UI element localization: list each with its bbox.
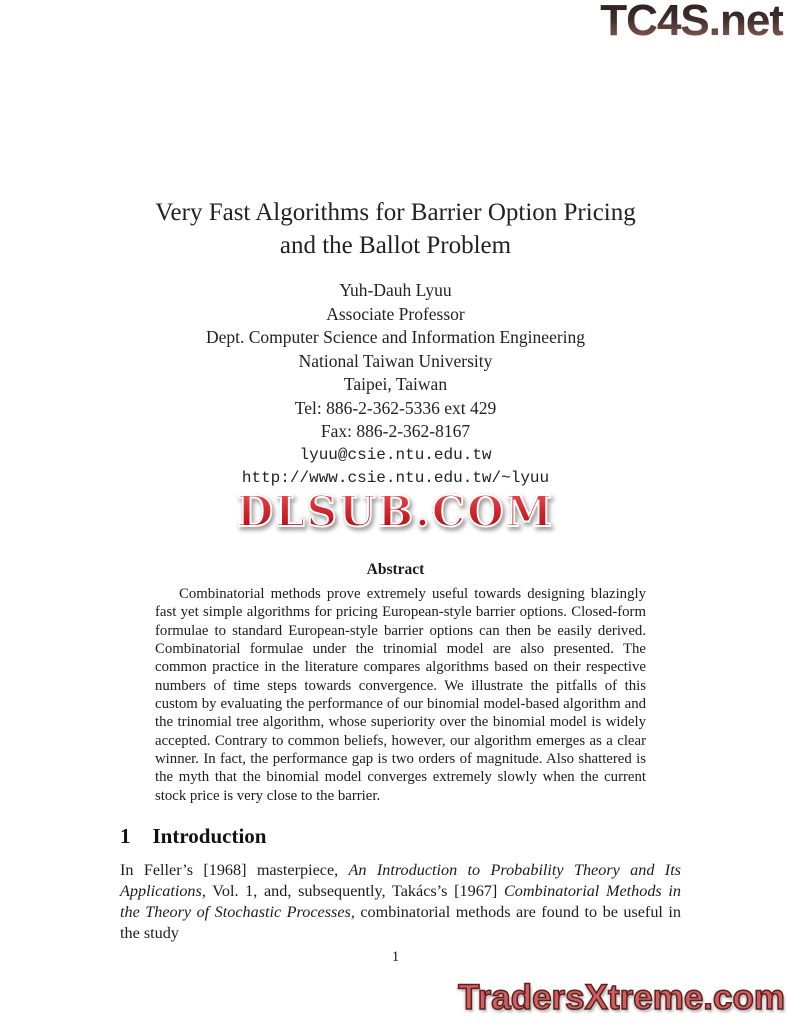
- tradersxtreme-watermark-logo[interactable]: TradersXtreme.com: [458, 978, 785, 1017]
- section-heading: [120, 824, 680, 849]
- paper-title-line2: and the Ballot Problem: [279, 232, 512, 259]
- intro-part-2-booktitle: An Introduction to Probability Theory and Its Applications: [120, 861, 681, 900]
- page-number: 1: [391, 949, 400, 965]
- tc4s-watermark-logo[interactable]: TC4S.net: [600, 0, 783, 46]
- introduction-text: [120, 860, 681, 944]
- author-position: Associate Professor: [326, 303, 465, 324]
- author-department: Dept. Computer Science and Information Engineering: [205, 327, 586, 347]
- author-url: http://www.csie.ntu.edu.tw/~lyuu: [241, 469, 550, 487]
- author-tel: Tel: 886-2-362-5336 ext 429: [294, 397, 497, 418]
- author-location: Taipei, Taiwan: [343, 374, 448, 394]
- author-email: lyuu@csie.ntu.edu.tw: [299, 445, 492, 464]
- abstract-text: Combinatorial methods prove extremely useful towards designing blazingly fast yet simple algorithms for pricing European-style barrier options. Closed-form formulae to standard European-style barrier options can then be easily derived. Combinatorial formulae under the trinomial model are also presented. The common practice in the literature compares algorithms based on their respective numbers of time steps towards convergence. We illustrate the pitfalls of this custom by evaluating the performance of our binomial model-based algorithm and the trinomial tree algorithm, whose superiority over the binomial model is widely accepted. Contrary to common beliefs, however, our algorithm emerges as a clear winner. In fact, the performance gap is two orders of magnitude. Also shattered is the myth that the binomial model converges extremely slowly when the current stock price is very close to the barrier.: [155, 586, 646, 804]
- section-title: Introduction: [152, 824, 267, 848]
- author-university: National Taiwan University: [298, 350, 493, 371]
- author-block: [0, 279, 791, 491]
- author-fax: Fax: 886-2-362-8167: [320, 421, 471, 441]
- intro-part-5: , combinatorial methods are found to be useful in the study: [120, 902, 681, 942]
- paper-title-line1: Very Fast Algorithms for Barrier Option Pricing: [155, 199, 636, 226]
- intro-part-4-booktitle: Combinatorial Methods in the Theory of Stochastic Processes: [120, 881, 681, 921]
- intro-part-3: , Vol. 1, and, subsequently, Takács’s [1967]: [201, 881, 504, 900]
- introduction-paragraph: [120, 860, 681, 944]
- abstract-body: [155, 585, 646, 805]
- author-name: Yuh-Dauh Lyuu: [339, 280, 452, 300]
- intro-part-1: In Feller’s [1968] masterpiece,: [120, 861, 349, 879]
- dlsub-watermark-logo[interactable]: DLSUB.COM: [236, 487, 555, 536]
- abstract-heading: Abstract: [366, 561, 425, 578]
- section-number: 1: [120, 824, 131, 848]
- paper-title: [0, 196, 791, 262]
